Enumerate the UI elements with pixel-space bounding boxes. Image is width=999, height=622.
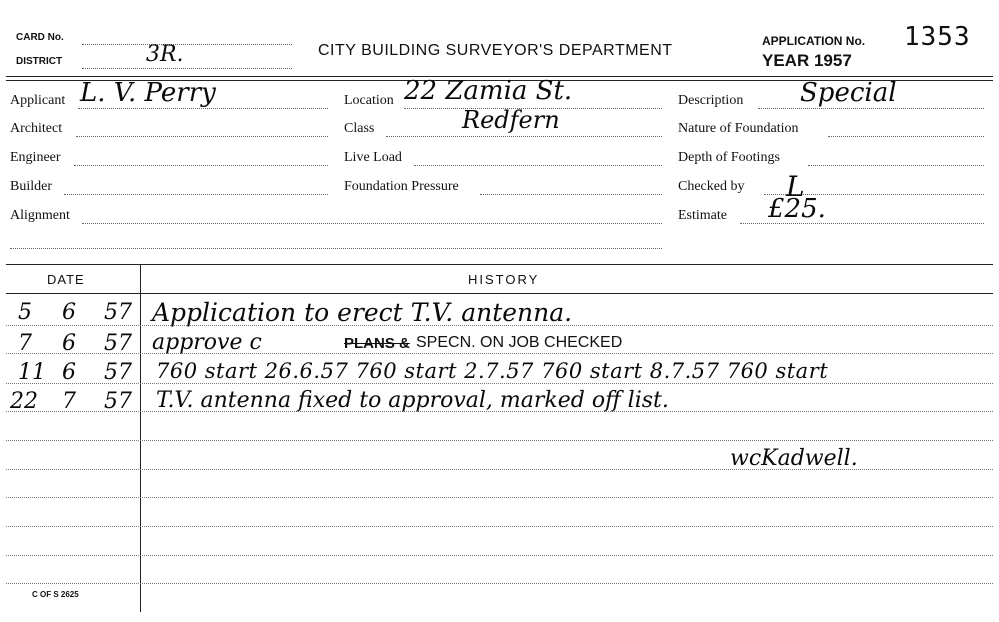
builder-line (64, 194, 328, 195)
date-column-divider (140, 264, 141, 612)
district-value: 3R. (146, 42, 184, 67)
table-row-year: 57 (104, 389, 132, 414)
blank-line (10, 248, 662, 249)
table-rule (6, 555, 993, 556)
table-row-day: 5 (18, 300, 32, 325)
inspector-signature: wcKadwell. (730, 446, 858, 471)
table-rule (6, 526, 993, 527)
architect-label: Architect (10, 121, 63, 136)
table-row-history: 760 start 26.6.57 760 start 2.7.57 760 start 8.7.57 760 start (156, 359, 829, 383)
district-line (82, 68, 292, 69)
location-value: 22 Zamia St. (404, 76, 573, 106)
table-row-year: 57 (104, 360, 132, 385)
checked-value: L (786, 170, 805, 203)
table-row-month: 6 (62, 300, 76, 325)
table-row-history-stamp: SPECN. ON JOB CHECKED (416, 334, 623, 351)
alignment-line (82, 223, 662, 224)
foundation-pressure-label: Foundation Pressure (344, 179, 459, 194)
form-code: C OF S 2625 (32, 590, 79, 599)
class-label: Class (344, 121, 375, 136)
class-line (386, 136, 662, 137)
year-label: YEAR 1957 (762, 51, 852, 70)
checked-label: Checked by (678, 179, 745, 194)
location-label: Location (344, 93, 394, 108)
applicant-label: Applicant (10, 93, 66, 108)
table-row-history-strike: PLANS & (344, 335, 410, 352)
estimate-label: Estimate (678, 208, 727, 223)
table-row-month: 6 (62, 360, 76, 385)
department-title: CITY BUILDING SURVEYOR'S DEPARTMENT (318, 42, 673, 59)
table-top-rule (6, 264, 993, 265)
application-no-label: APPLICATION No. (762, 34, 866, 48)
table-row-history: T.V. antenna fixed to approval, marked off list. (156, 388, 669, 413)
engineer-label: Engineer (10, 150, 61, 165)
depth-label: Depth of Footings (678, 150, 780, 165)
nature-line (828, 136, 984, 137)
date-header: DATE (47, 272, 85, 287)
alignment-label: Alignment (10, 208, 70, 223)
description-value: Special (800, 78, 897, 108)
table-row-day: 11 (18, 360, 46, 385)
table-row-history: Application to erect T.V. antenna. (152, 298, 573, 327)
engineer-line (74, 165, 328, 166)
description-line (758, 108, 984, 109)
history-header: HISTORY (468, 272, 540, 287)
table-row-history-hand: approve c (152, 330, 262, 355)
estimate-value: £25. (768, 194, 826, 224)
district-label: DISTRICT (16, 56, 63, 67)
applicant-value: L. V. Perry (80, 78, 216, 108)
architect-line (76, 136, 328, 137)
foundation-pressure-line (480, 194, 662, 195)
card-no-line (82, 44, 292, 45)
table-header-rule (6, 293, 993, 294)
table-row-month: 7 (62, 389, 76, 414)
table-row-year: 57 (104, 331, 132, 356)
applicant-line (78, 108, 328, 109)
table-row-year: 57 (104, 300, 132, 325)
table-rule (6, 497, 993, 498)
class-value: Redfern (462, 106, 560, 134)
table-row-month: 6 (62, 331, 76, 356)
nature-label: Nature of Foundation (678, 121, 799, 136)
table-rule (6, 383, 993, 384)
depth-line (808, 165, 984, 166)
table-row-day: 7 (18, 331, 32, 356)
live-load-line (414, 165, 662, 166)
card-no-label: CARD No. (16, 32, 64, 43)
application-no-value: 1353 (904, 22, 971, 52)
live-load-label: Live Load (344, 150, 402, 165)
table-rule (6, 583, 993, 584)
table-row-day: 22 (10, 389, 38, 414)
description-label: Description (678, 93, 744, 108)
table-rule (6, 440, 993, 441)
builder-label: Builder (10, 179, 52, 194)
